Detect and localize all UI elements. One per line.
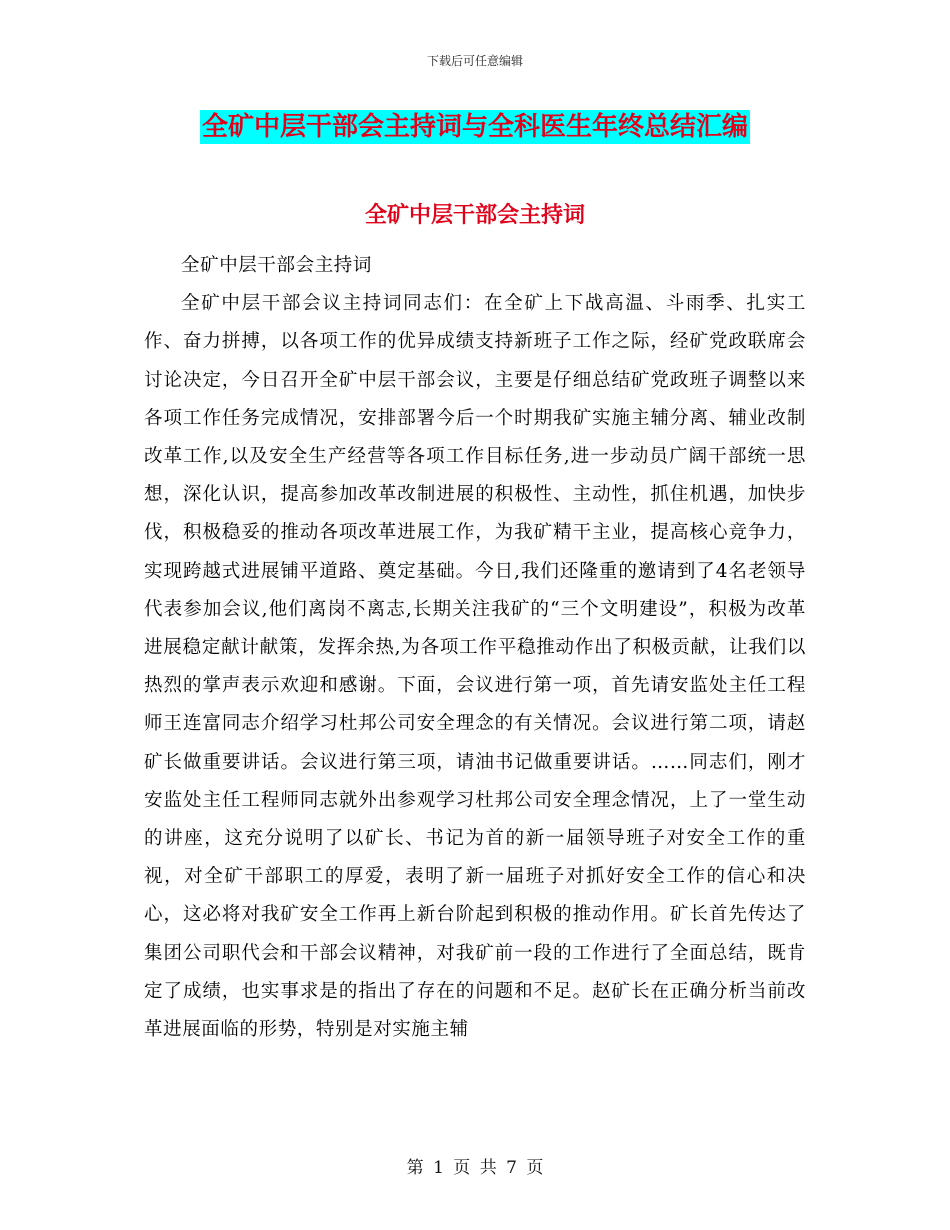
main-title-container: [0, 110, 950, 144]
page-number-footer: 第 1 页 共 7 页: [406, 1158, 544, 1178]
body-paragraph: 全矿中层干部会主持词: [181, 255, 373, 276]
body-paragraph: 全矿中层干部会议主持词同志们：在全矿上下战高温、斗雨季、扎实工作、奋力拼搏，以各项工作的优异成绩支持新班子工作之际，经矿党政联席会讨论决定，今日召开全矿中层干部会议，主要是仔细总结矿党政班子调整以来各项工作任务完成情况，安排部署今后一个时期我矿实施主辅分离、辅业改制改革工作,以及安全生产经营等各项工作目标任务,进一步动员广阔干部统一思想，深化认识，提高参加改革改制进展的积极性、主动性，抓住机遇，加快步伐，积极稳妥的推动各项改革进展工作，为我矿精干主业，提高核心竞争力，实现跨越式进展铺平道路、奠定基础。今日,我们还隆重的邀请到了4名老领导代表参加会议,他们离岗不离志,长期关注我矿的“三个文明建设”，积极为改革进展稳定献计献策，发挥余热,为各项工作平稳推动作出了积极贡献，让我们以热烈的掌声表示欢迎和感谢。下面，会议进行第一项，首先请安监处主任工程师王连富同志介绍学习杜邦公司安全理念的有关情况。会议进行第二项，请赵矿长做重要讲话。会议进行第三项，请油书记做重要讲话。……同志们，刚才安监处主任工程师同志就外出参观学习杜邦公司安全理念情况，上了一堂生动的讲座，这充分说明了以矿长、书记为首的新一届领导班子对安全工作的重视，对全矿干部职工的厚爱，表明了新一届班子对抓好安全工作的信心和决心，这必将对我矿安全工作再上新台阶起到积极的推动作用。矿长首先传达了集团公司职代会和干部会议精神，对我矿前一段的工作进行了全面总结，既肯定了成绩，也实事求是的指出了存在的问题和不足。赵矿长在正确分析当前改革进展面临的形势，特别是对实施主辅: [144, 293, 806, 1041]
section-title: 全矿中层干部会主持词: [364, 203, 585, 228]
document-body: [144, 247, 806, 1049]
document-title: 全矿中层干部会主持词与全科医生年终总结汇编: [201, 112, 748, 142]
page-header-note: 下载后可任意编辑: [426, 54, 523, 68]
